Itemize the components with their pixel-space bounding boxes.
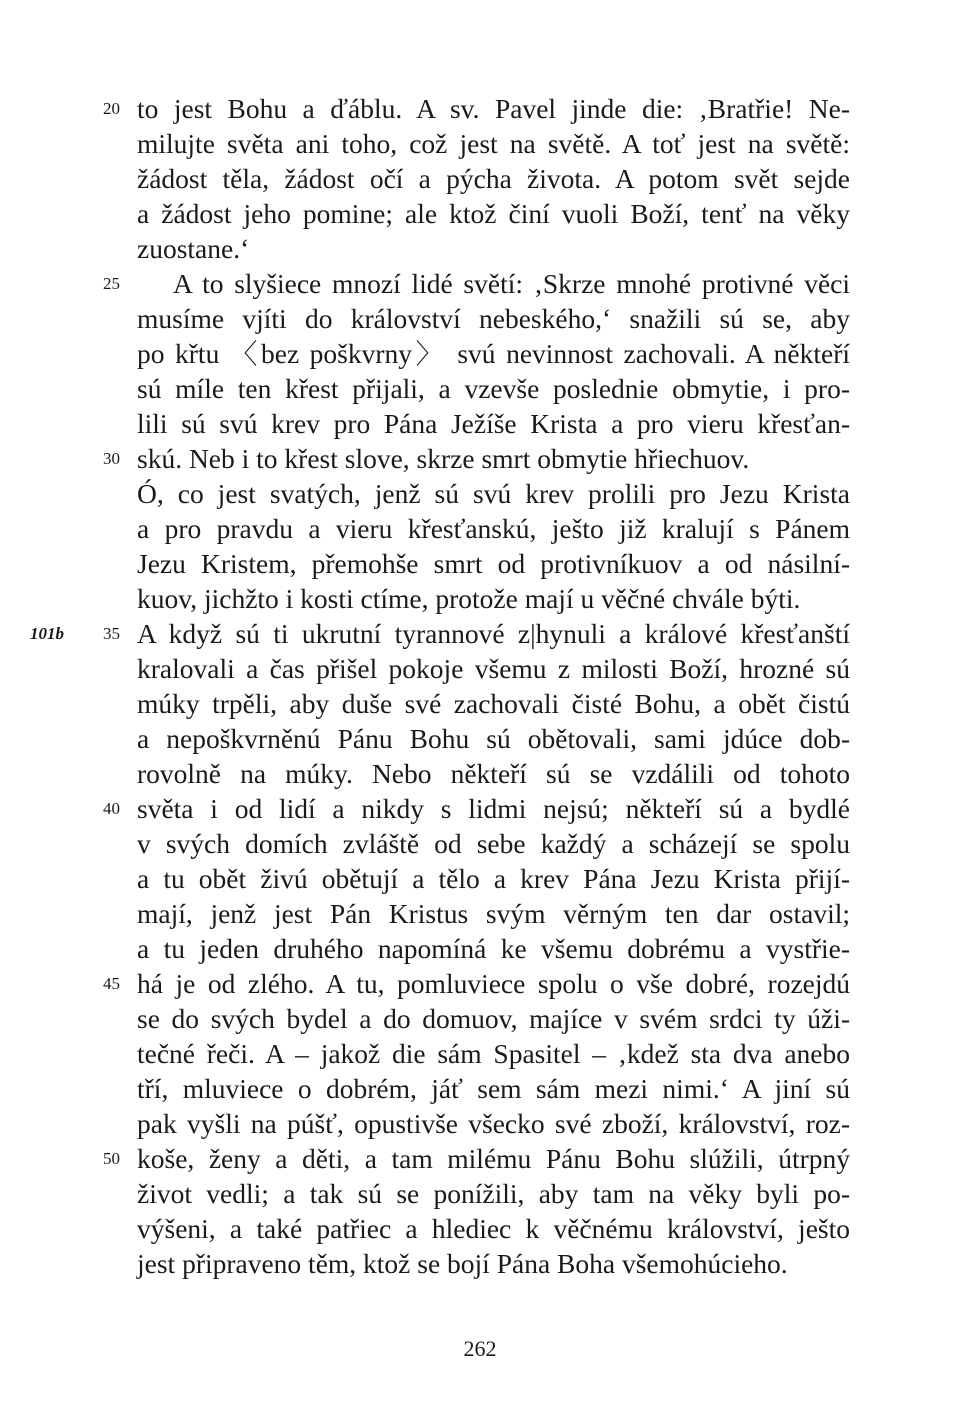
text-line: sú míle ten křest přijali, a vzevše poslednie obmytie, i pro- — [137, 373, 850, 404]
text-line: po křtu 〈bez poškvrny〉 svú nevinnost zachovali. A někteří — [137, 338, 850, 369]
text-line: koše, ženy a děti, a tam milému Pánu Bohu slúžili, útrpný — [137, 1143, 850, 1174]
text-line: kralovali a čas přišel pokoje všemu z milosti Boží, hrozné sú — [137, 653, 850, 684]
text-line: a nepoškvrněnú Pánu Bohu sú obětovali, sami jdúce dob- — [137, 723, 850, 754]
line-number: 50 — [103, 1149, 120, 1168]
text-line: pak vyšli na púšť, opustivše všecko své zboží, království, roz- — [137, 1108, 850, 1139]
line-number: 35 — [103, 624, 120, 643]
text-line: múky trpěli, aby duše své zachovali čisté Bohu, a obět čistú — [137, 688, 850, 719]
text-line: světa i od lidí a nikdy s lidmi nejsú; někteří sú a bydlé — [137, 793, 850, 824]
text-line: musíme vjíti do království nebeského,‘ snažili sú se, aby — [137, 303, 850, 334]
text-line: a žádost jeho pomine; ale ktož činí vuoli Boží, tenť na věky — [137, 198, 850, 229]
text-line: zuostane.‘ — [137, 233, 250, 264]
text-line: a pro pravdu a vieru křesťanskú, ješto již kralují s Pánem — [137, 513, 850, 544]
text-line: v svých domích zvláště od sebe každý a scházejí se spolu — [137, 828, 850, 859]
line-number: 30 — [103, 449, 120, 468]
text-line: výšeni, a také patřiec a hlediec k věčnému království, ješto — [137, 1213, 850, 1244]
text-line: A když sú ti ukrutní tyrannové z|hynuli a králové křesťanští — [137, 618, 850, 649]
text-line: milujte světa ani toho, což jest na světě. A toť jest na světě: — [137, 128, 850, 159]
text-line: lili sú svú krev pro Pána Ježíše Krista a pro vieru křesťan- — [137, 408, 850, 439]
line-number: 40 — [103, 799, 120, 818]
text-line: a tu obět živú obětují a tělo a krev Pána Jezu Krista přijí- — [137, 863, 850, 894]
text-line: skú. Neb i to křest slove, skrze smrt obmytie hřiechuov. — [137, 443, 750, 474]
line-number: 20 — [103, 99, 120, 118]
text-line: život vedli; a tak sú se ponížili, aby tam na věky byli po- — [137, 1178, 850, 1209]
text-line: há je od zlého. A tu, pomluviece spolu o vše dobré, rozejdú — [137, 968, 850, 999]
text-line: se do svých bydel a do domuov, majíce v svém srdci ty úži- — [137, 1003, 850, 1034]
folio-marker: 101b — [30, 624, 64, 643]
text-line: to jest Bohu a ďáblu. A sv. Pavel jinde die: ‚Bratřie! Ne- — [137, 93, 850, 124]
text-line: Ó, co jest svatých, jenž sú svú krev prolili pro Jezu Krista — [137, 478, 850, 509]
text-line: mají, jenž jest Pán Kristus svým věrným ten dar ostavil; — [137, 898, 850, 929]
line-number: 25 — [103, 274, 120, 293]
text-line: žádost těla, žádost očí a pýcha života. A potom svět sejde — [137, 163, 850, 194]
text-line: rovolně na múky. Nebo někteří sú se vzdálili od tohoto — [137, 758, 850, 789]
text-line: tečné řeči. A – jakož die sám Spasitel – ‚kdež sta dva anebo — [137, 1038, 850, 1069]
text-line: A to slyšiece mnozí lidé světí: ‚Skrze mnohé protivné věci — [173, 268, 850, 299]
text-line: kuov, jichžto i kosti ctíme, protože mají u věčné chvále býti. — [137, 583, 801, 614]
text-line: Jezu Kristem, přemohše smrt od protivníkuov a od násilní- — [137, 548, 850, 579]
text-line: a tu jeden druhého napomíná ke všemu dobrému a vystřie- — [137, 933, 850, 964]
text-line: tří, mluviece o dobrém, jáť sem sám mezi nimi.‘ A jiní sú — [137, 1073, 850, 1104]
line-number: 45 — [103, 974, 120, 993]
page-number: 262 — [463, 1336, 497, 1361]
text-line: jest připraveno těm, ktož se bojí Pána Boha všemohúcieho. — [137, 1248, 788, 1279]
